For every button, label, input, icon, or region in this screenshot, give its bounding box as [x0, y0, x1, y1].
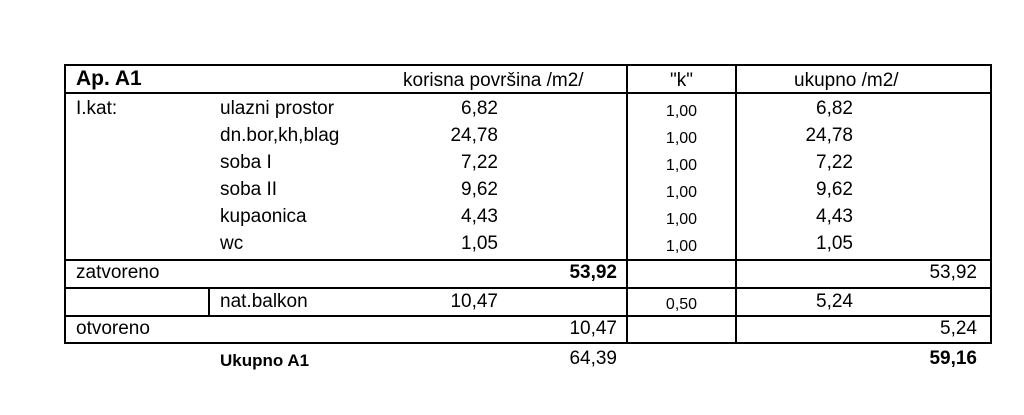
closed-row-bottom-border: [64, 287, 992, 289]
room-name: kupaonica: [220, 206, 307, 227]
open-row-top-border: [64, 315, 992, 317]
room-name: soba I: [220, 152, 272, 173]
room-total: 24,78: [805, 125, 853, 146]
room-area: 1,05: [461, 233, 498, 254]
open-area-sum: 10,47: [569, 318, 617, 339]
grand-total-label: Ukupno A1: [220, 351, 310, 370]
room-area: 24,78: [450, 125, 498, 146]
room-k: 1,00: [665, 211, 698, 228]
header-divider: [64, 92, 992, 94]
room-total: 9,62: [816, 179, 853, 200]
room-name: dn.bor,kh,blag: [220, 125, 340, 146]
balcony-k: 0,50: [665, 296, 698, 313]
room-total: 1,05: [816, 233, 853, 254]
table-border-right: [990, 64, 992, 344]
open-total-sum: 5,24: [940, 318, 977, 339]
room-name: soba II: [220, 179, 278, 200]
balcony-name: nat.balkon: [220, 291, 308, 312]
column-header-area: korisna površina /m2/: [403, 70, 584, 91]
closed-area-sum: 53,92: [569, 262, 617, 283]
balcony-cell-left-border: [208, 287, 210, 316]
balcony-area: 10,47: [450, 291, 498, 312]
room-name: wc: [220, 233, 244, 254]
room-area: 4,43: [461, 206, 498, 227]
balcony-total: 5,24: [816, 291, 853, 312]
table-border-bottom: [64, 342, 992, 344]
room-k: 1,00: [665, 238, 698, 255]
room-total: 6,82: [816, 98, 853, 119]
column-header-k: "k": [670, 70, 693, 91]
room-k: 1,00: [665, 184, 698, 201]
room-area: 9,62: [461, 179, 498, 200]
closed-row-top-border: [64, 259, 992, 261]
room-area: 7,22: [461, 152, 498, 173]
room-total: 4,43: [816, 206, 853, 227]
room-area: 6,82: [461, 98, 498, 119]
floor-label: I.kat:: [76, 98, 118, 119]
grand-total-sum: 59,16: [929, 348, 977, 369]
room-name: ulazni prostor: [220, 98, 335, 119]
table-border-left: [64, 64, 66, 344]
room-total: 7,22: [816, 152, 853, 173]
room-k: 1,00: [665, 130, 698, 147]
room-k: 1,00: [665, 103, 698, 120]
column-header-total: ukupno /m2/: [794, 70, 899, 91]
grand-area-sum: 64,39: [569, 348, 617, 369]
open-label: otvoreno: [76, 318, 150, 339]
room-k: 1,00: [665, 157, 698, 174]
apartment-title: Ap. A1: [76, 67, 142, 90]
closed-label: zatvoreno: [76, 262, 160, 283]
table-border-top: [64, 64, 992, 66]
closed-total-sum: 53,92: [929, 262, 977, 283]
k-column-right-border: [735, 64, 737, 344]
